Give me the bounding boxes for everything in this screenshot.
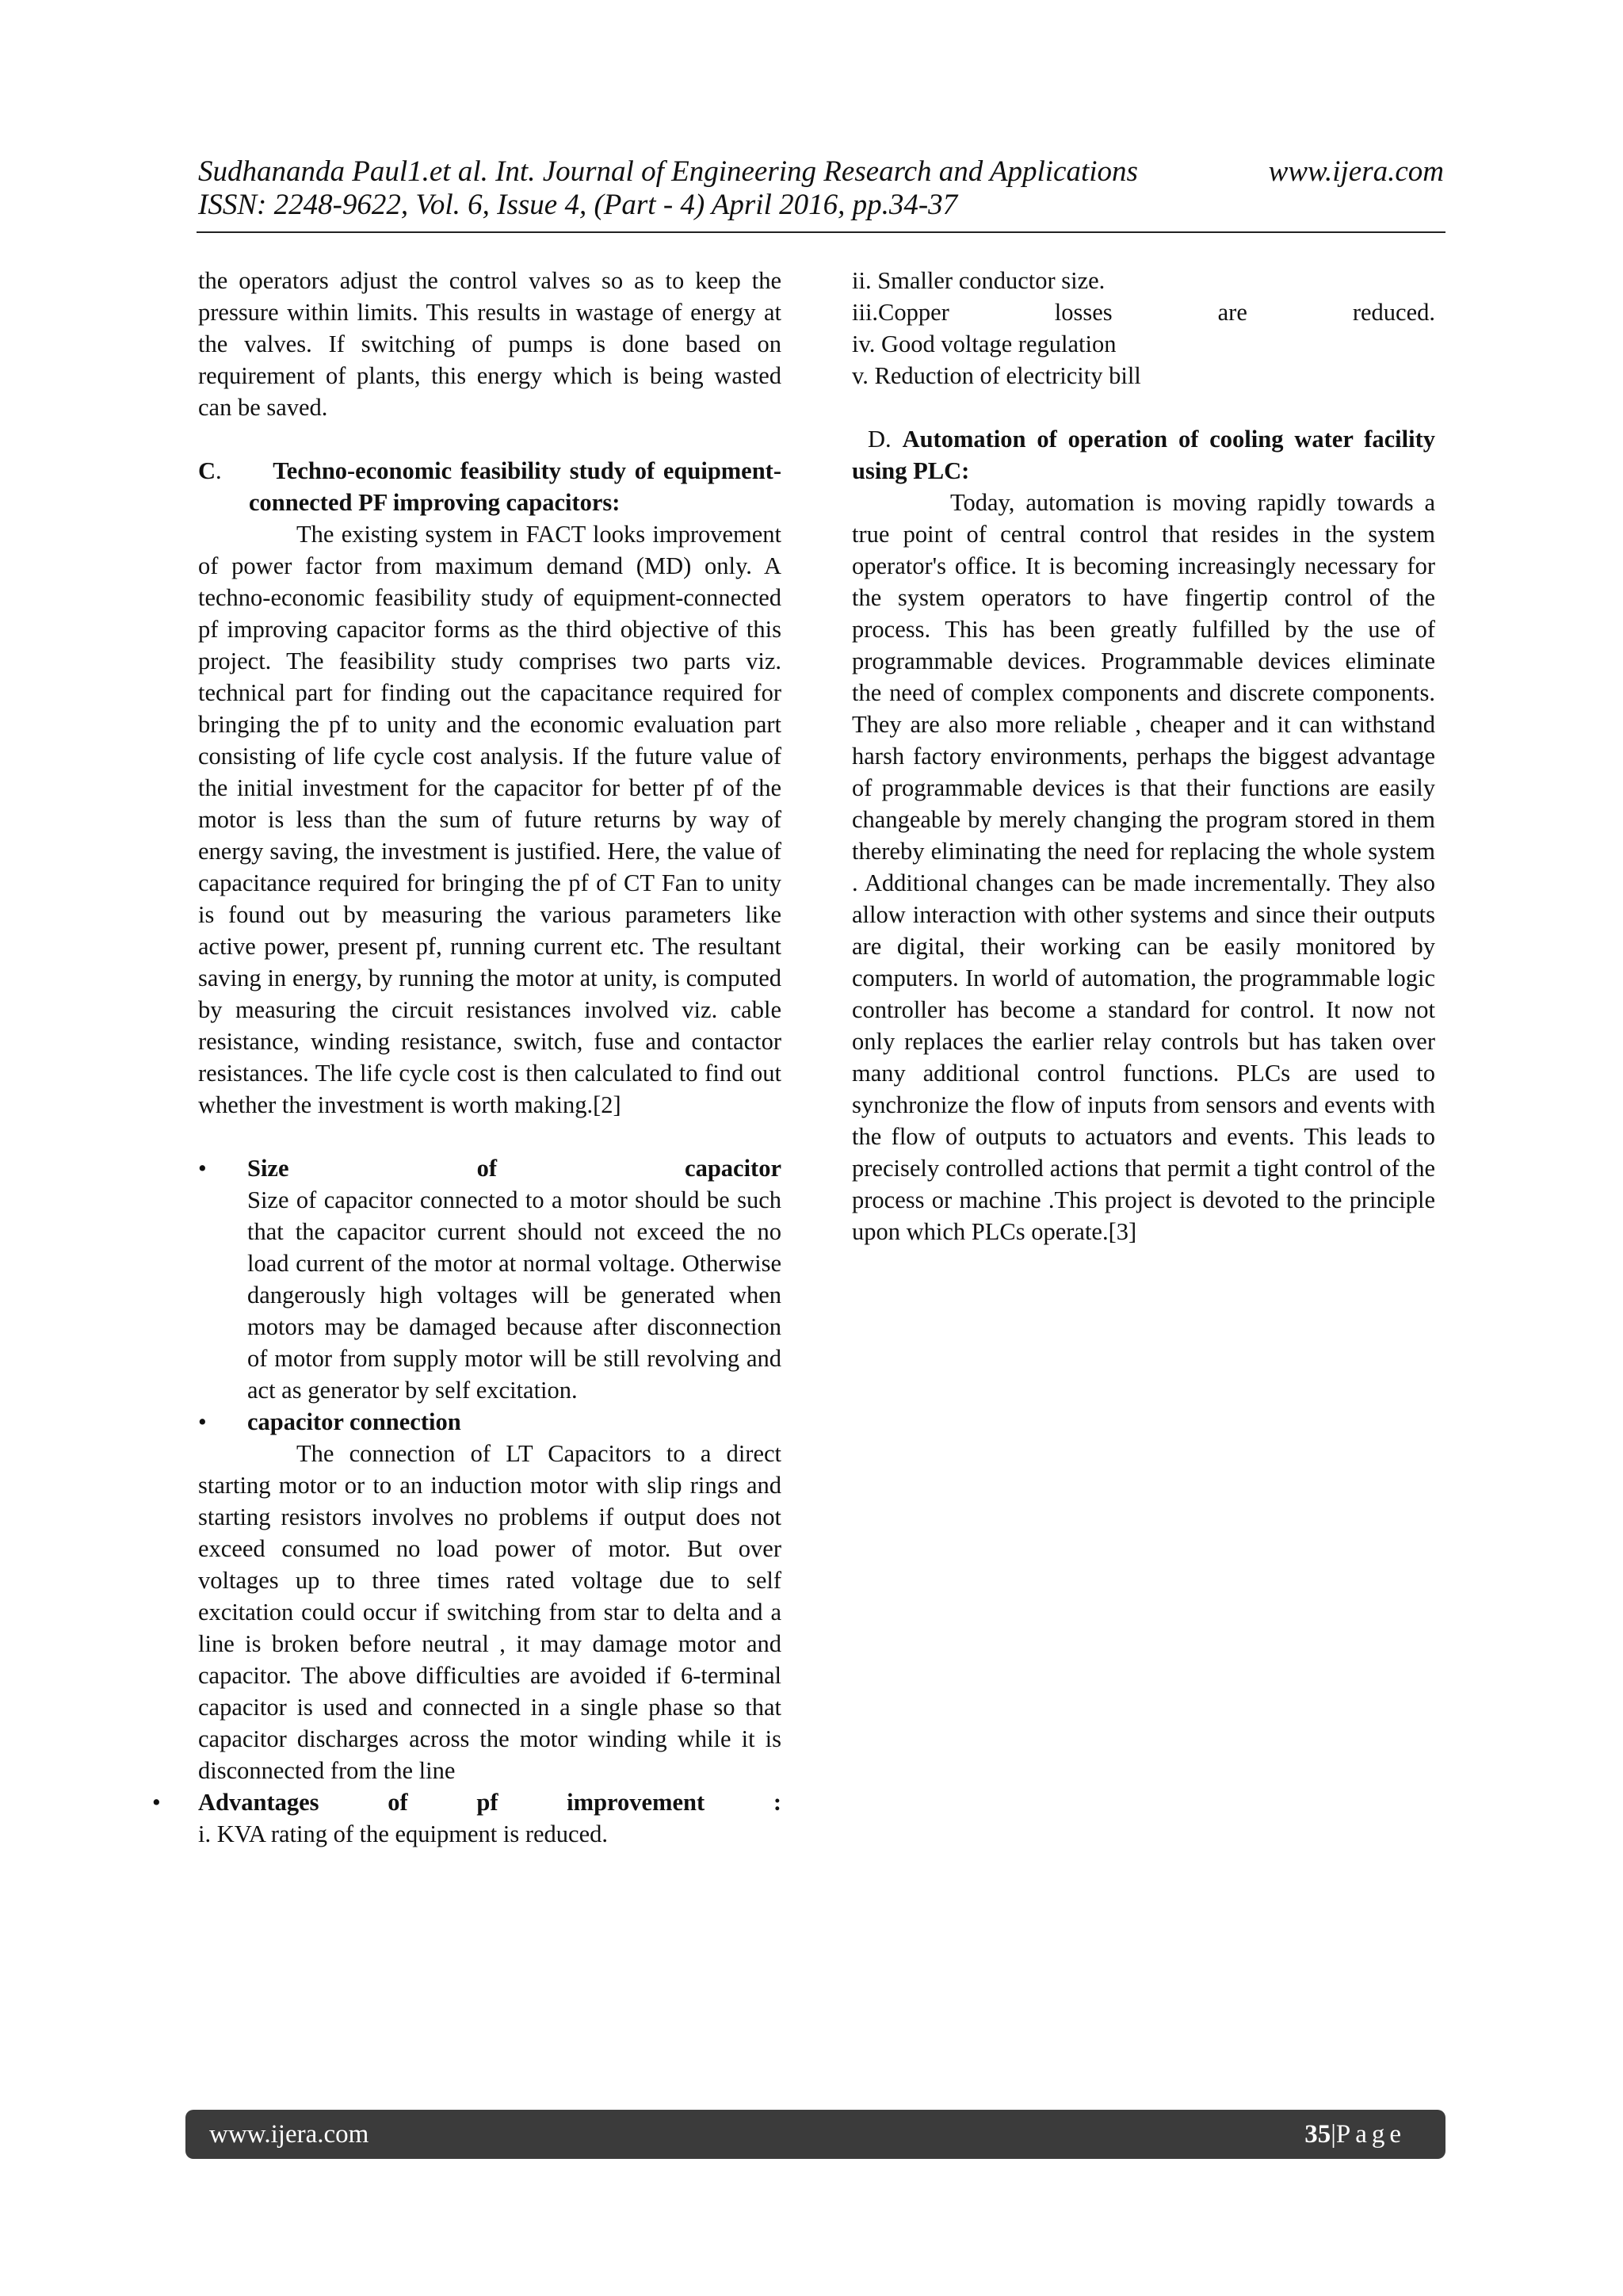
connection-body: The connection of LT Capacitors to a direct starting motor or to an induction motor with slip rings and starting resistors involves no problems if output does not exceed consumed no load power of motor. But over voltages up to three times rated voltage due to self excitation could occur if switching from star to delta and a line is broken before neutral , it may damage motor and capacitor. The above difficulties are avoided if 6-terminal capacitor is used and connected in a single phase so that capacitor discharges across the motor winding while it is disconnected from the line [198,1440,781,1784]
advantage-item-2: ii. Smaller conductor size. [852,267,1106,294]
left-column [152,265,781,1850]
section-c-title: Techno-economic feasibility study of equipment-connected PF improving capacitors: [249,457,781,516]
header-issn: ISSN: 2248-9622, Vol. 6, Issue 4, (Part - 4) April 2016, pp.34-37 [198,189,958,221]
header-line-1 [198,155,1444,189]
section-c-body: The existing system in FACT looks improvement of power factor from maximum demand (MD) only. A techno-economic feasibility study of equipment-connected pf improving capacitor forms as the third objective of this project. The feasibility study comprises two parts viz. technical part for finding out the capacitance required for bringing the pf to unity and the economic evaluation part consisting of life cycle cost analysis. If the future value of the initial investment for the capacitor for better pf of the motor is less than the sum of future returns by way of energy saving, the investment is justified. Here, the value of capacitance required for bringing the pf of CT Fan to unity is found out by measuring the various parameters like active power, present pf, running current etc. The resultant saving in energy, by running the motor at unity, is computed by measuring the circuit resistances involved viz. cable resistance, winding resistance, switch, fuse and contactor resistances. The life cycle cost is then calculated to find out whether the investment is worth making.[2] [198,521,781,1118]
spacer [198,1121,781,1152]
section-c-dot: . [216,457,222,484]
page-number: 35 [1304,2119,1331,2149]
section-c-letter: C [198,457,216,484]
spacer [852,392,1435,423]
advantage-item-3: iii.Copper losses are reduced. [852,299,1435,326]
size-heading: Size of capacitor [247,1155,781,1182]
bullet-dot: • [198,1155,207,1182]
header-citation: Sudhananda Paul1.et al. Int. Journal of Engineering Research and Applications [198,155,1138,188]
section-c-heading [198,455,781,518]
bullet-capacitor-connection [198,1406,781,1438]
footer-website-link[interactable]: www.ijera.com [209,2119,369,2149]
advantages-heading: Advantages of pf improvement : [198,1789,781,1816]
advantage-item-4: iv. Good voltage regulation [852,330,1117,357]
bullet-dot: • [198,1408,207,1435]
section-d-letter: D. [868,426,892,453]
bullet-size-of-capacitor [198,1152,781,1406]
section-d-heading [852,423,1435,487]
bullet-dot: • [152,1789,161,1816]
running-header [198,155,1444,222]
page-word: Page [1335,2119,1406,2149]
bullet-advantages [152,1786,781,1818]
header-divider [197,231,1445,233]
advantage-item-5: v. Reduction of electricity bill [852,362,1141,389]
section-d-title: Automation of operation of cooling water facility using PLC: [852,426,1435,484]
page-separator: | [1331,2119,1336,2149]
connection-heading: capacitor connection [247,1408,461,1435]
footer-page-indicator [1304,2120,1406,2149]
header-website-link[interactable]: www.ijera.com [1268,155,1444,188]
right-column [852,265,1435,1247]
advantage-item-1: i. KVA rating of the equipment is reduced. [198,1820,608,1847]
page-footer [185,2110,1445,2159]
intro-paragraph: the operators adjust the control valves so as to keep the pressure within limits. This results in wastage of energy at the valves. If switching of pumps is done based on requirement of plants, this energy which is being wasted can be saved. [198,267,781,421]
section-d-body: Today, automation is moving rapidly towards a true point of central control that resides in the system operator's office. It is becoming increasingly necessary for the system operators to have fingertip control of the process. This has been greatly fulfilled by the use of programmable devices. Programmable devices eliminate the need of complex components and discrete components. They are also more reliable , cheaper and it can withstand harsh factory environments, perhaps the biggest advantage of programmable devices is that their functions are easily changeable by merely changing the program stored in them thereby eliminating the need for replacing the whole system . Additional changes can be made incrementally. They also allow interaction with other systems and since their outputs are digital, their working can be easily monitored by computers. In world of automation, the programmable logic controller has become a standard for control. It now not only replaces the earlier relay controls but has taken over many additional control functions. PLCs are used to synchronize the flow of inputs from sensors and events with the flow of outputs to actuators and events. This leads to precisely controlled actions that permit a tight control of the process or machine .This project is devoted to the principle upon which PLCs operate.[3] [852,489,1435,1245]
size-body: Size of capacitor connected to a motor should be such that the capacitor current should not exceed the no load current of the motor at normal voltage. Otherwise dangerously high voltages will be generated when motors may be damaged because after disconnection of motor from supply motor will be still revolving and act as generator by self excitation. [247,1186,781,1404]
